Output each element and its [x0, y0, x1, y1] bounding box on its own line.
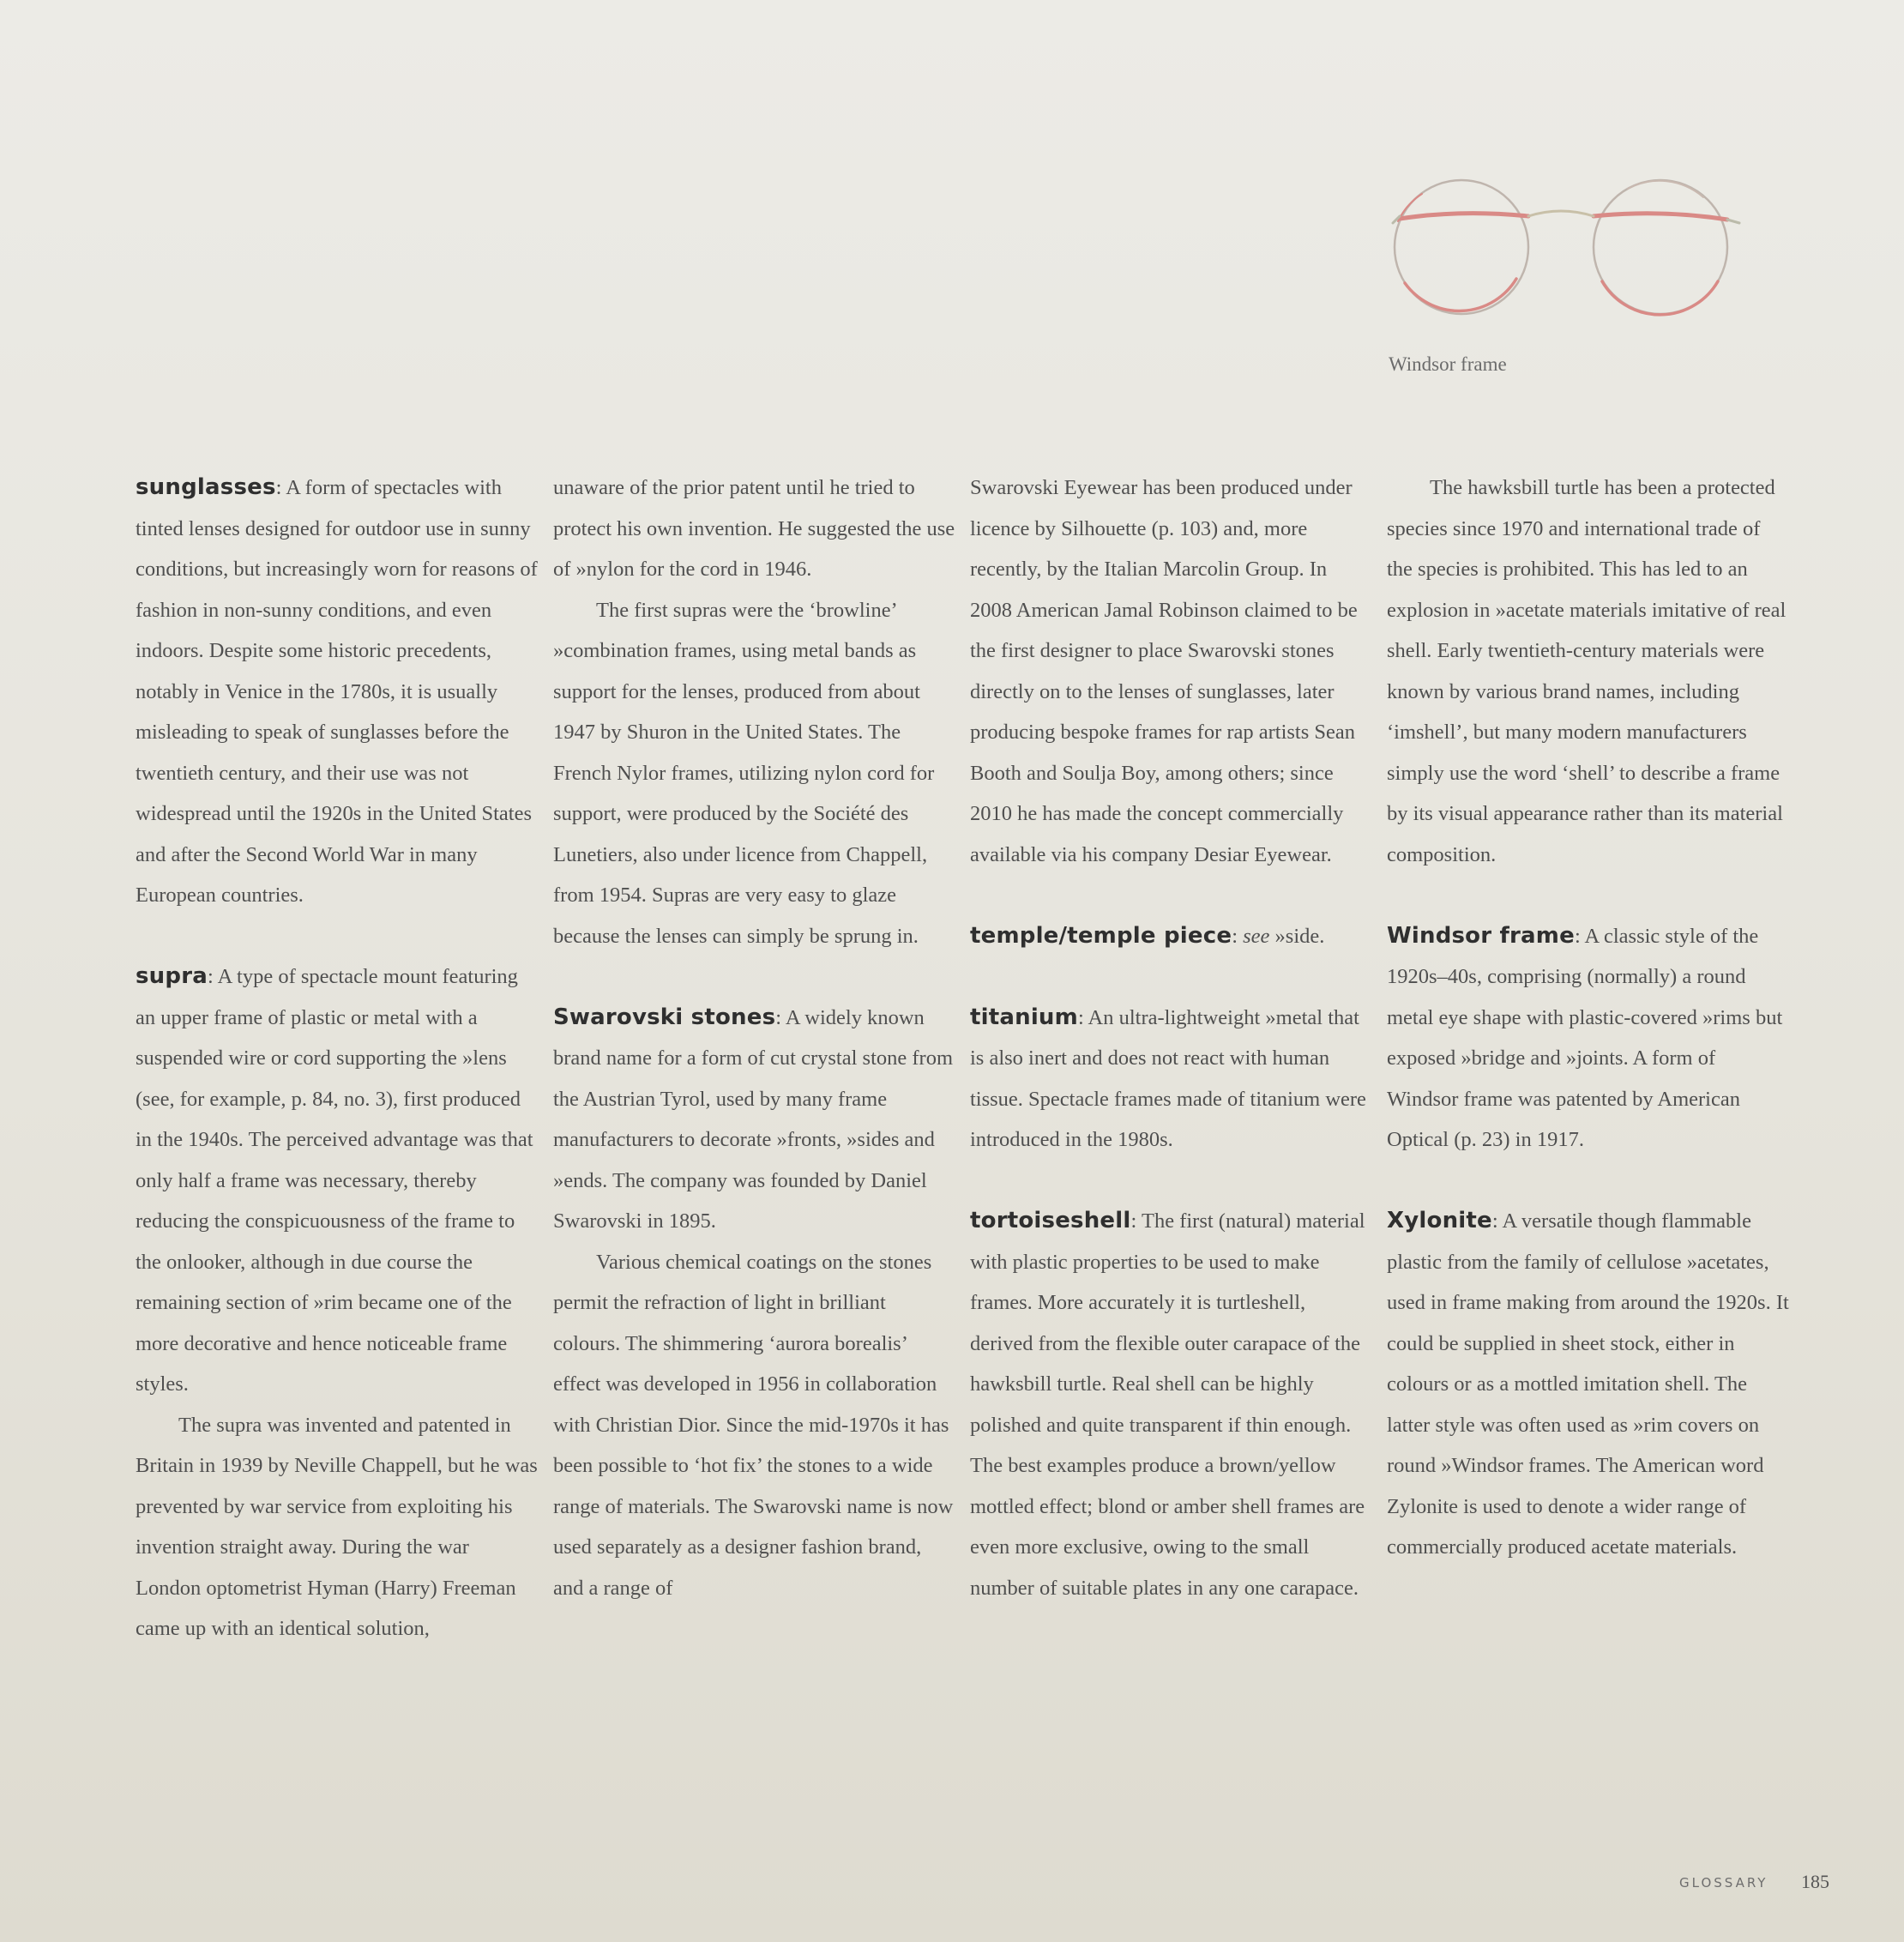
glossary-term: Xylonite [1387, 1208, 1492, 1233]
figure-caption: Windsor frame [1389, 353, 1507, 375]
glossary-term: sunglasses [136, 474, 276, 500]
glossary-definition: A classic style of the 1920s–40s, comprising (normally) a round metal eye shape with plastic-covered »rims but exposed »bridge and »joints. A form of Windsor frame was patented by American Optical (p. 23) in 1917. [1387, 924, 1783, 1151]
glossary-definition: A widely known brand name for a form of cut crystal stone from the Austrian Tyrol, used by many frame manufacturers to decorate »fronts, »sides and »ends. The company was founded by Daniel Swarovski in 1895. [553, 1005, 954, 1233]
glossary-entry-temple: temple/temple piece: see »side. [970, 922, 1325, 949]
glossary-entry-titanium: titanium: An ultra-lightweight »metal that is also inert and does not react with human tissue. Spectacle frames made of titanium were introduced in the 1980s. [970, 1004, 1366, 1151]
eyeglasses-icon [1388, 172, 1748, 335]
glossary-paragraph: unaware of the prior patent until he tried to protect his own invention. He suggested the use of »nylon for the cord in 1946. [553, 476, 955, 581]
glossary-paragraph: The hawksbill turtle has been a protected species since 1970 and international trade of the species is prohibited. This has led to an explosion in »acetate materials imitative of real shell. Early twentieth-century materials were known by various brand names, including ‘imshell’, but many modern manufacturers simply use the word ‘shell’ to describe a frame by its visual appearance rather than its material composition. [1387, 476, 1787, 866]
glossary-term: tortoiseshell [970, 1208, 1131, 1233]
glossary-column-4 [1387, 467, 1790, 1568]
glossary-term: Swarovski stones [553, 1004, 776, 1030]
glossary-term: supra [136, 963, 208, 989]
glossary-term: titanium [970, 1004, 1078, 1030]
glossary-definition: »side. [1269, 924, 1325, 948]
glossary-paragraph: Various chemical coatings on the stones permit the refraction of light in brilliant colours. The shimmering ‘aurora borealis’ effect was developed in 1956 in collaboration with Christian Dior. Since the mid-1970s it has been possible to ‘hot fix’ the stones to a wide range of materials. The Swarovski name is now used separately as a designer fashion brand, and a range of [553, 1250, 954, 1600]
running-footer-section: GLOSSARY [1679, 1875, 1768, 1891]
glossary-column-3 [970, 467, 1373, 1608]
glossary-entry-windsor-frame: Windsor frame: A classic style of the 1920s–40s, comprising (normally) a round metal eye shape with plastic-covered »rims but exposed »bridge and »joints. A form of Windsor frame was patented by American Optical (p. 23) in 1917. [1387, 922, 1783, 1151]
glossary-paragraph: The first supras were the ‘browline’ »combination frames, using metal bands as support for the lenses, produced from about 1947 by Shuron in the United States. The French Nylor frames, utilizing nylon cord for support, were produced by the Société des Lunetiers, also under licence from Chappell, from 1954. Supras are very easy to glaze because the lenses can simply be sprung in. [553, 598, 935, 948]
glossary-definition: A type of spectacle mount featuring an upper frame of plastic or metal with a suspended wire or cord supporting the »lens (see, for example, p. 84, no. 3), first produced in the 1940s. The perceived advantage was that only half a frame was necessary, thereby reducing the conspicuousness of the frame to the onlooker, although in due course the remaining section of »rim became one of the more decorative and hence noticeable frame styles. [136, 965, 533, 1396]
glossary-entry-supra: supra: A type of spectacle mount featuring an upper frame of plastic or metal with a suspended wire or cord supporting the »lens (see, for example, p. 84, no. 3), first produced in the 1940s. The perceived advantage was that only half a frame was necessary, thereby reducing the conspicuousness of the frame to the onlooker, although in due course the remaining section of »rim became one of the more decorative and hence noticeable frame styles. [136, 963, 533, 1396]
glossary-definition: An ultra-lightweight »metal that is also inert and does not react with human tissue. Spectacle frames made of titanium were introduced in the 1980s. [970, 1005, 1366, 1151]
glossary-entry-swarovski-stones: Swarovski stones: A widely known brand name for a form of cut crystal stone from the Austrian Tyrol, used by many frame manufacturers to decorate »fronts, »sides and »ends. The company was founded by Daniel Swarovski in 1895. [553, 1004, 954, 1233]
glossary-definition: A form of spectacles with tinted lenses designed for outdoor use in sunny conditions, but increasingly worn for reasons of fashion in non-sunny conditions, and even indoors. Despite some historic precedents, notably in Venice in the 1780s, it is usually misleading to speak of sunglasses before the twentieth century, and their use was not widespread until the 1920s in the United States and after the Second World War in many European countries. [136, 476, 538, 907]
glossary-definition: A versatile though flammable plastic from the family of cellulose »acetates, used in frame making from around the 1920s. It could be supplied in sheet stock, either in colours or as a mottled imitation shell. The latter style was often used as »rim covers on round »Windsor frames. The American word Zylonite is used to denote a wider range of commercially produced acetate materials. [1387, 1209, 1789, 1559]
glossary-column-2 [553, 467, 956, 1608]
glossary-term: Windsor frame [1387, 922, 1575, 949]
see-reference: see [1243, 924, 1270, 948]
glossary-paragraph: Swarovski Eyewear has been produced under licence by Silhouette (p. 103) and, more recently, by the Italian Marcolin Group. In 2008 American Jamal Robinson claimed to be the first designer to place Swarovski stones directly on to the lenses of sunglasses, later producing bespoke frames for rap artists Sean Booth and Soulja Boy, among others; since 2010 he has made the concept commercially available via his company Desiar Eyewear. [970, 476, 1358, 866]
glossary-definition: The first (natural) material with plastic properties to be used to make frames. More accurately it is turtleshell, derived from the flexible outer carapace of the hawksbill turtle. Real shell can be highly polished and quite transparent if thin enough. The best examples produce a brown/yellow mottled effect; blond or amber shell frames are even more exclusive, owing to the small number of suitable plates in any one carapace. [970, 1209, 1365, 1600]
glossary-entry-sunglasses: sunglasses: A form of spectacles with tinted lenses designed for outdoor use in sunny conditions, but increasingly worn for reasons of fashion in non-sunny conditions, and even indoors. Despite some historic precedents, notably in Venice in the 1780s, it is usually misleading to speak of sunglasses before the twentieth century, and their use was not widespread until the 1920s in the United States and after the Second World War in many European countries. [136, 474, 538, 907]
glossary-term: temple/temple piece [970, 922, 1232, 949]
glossary-entry-xylonite: Xylonite: A versatile though flammable plastic from the family of cellulose »acetates, used in frame making from around the 1920s. It could be supplied in sheet stock, either in colours or as a mottled imitation shell. The latter style was often used as »rim covers on round »Windsor frames. The American word Zylonite is used to denote a wider range of commercially produced acetate materials. [1387, 1208, 1789, 1559]
page-number: 185 [1801, 1871, 1829, 1892]
glossary-entry-tortoiseshell: tortoiseshell: The first (natural) material with plastic properties to be used to make frames. More accurately it is turtleshell, derived from the flexible outer carapace of the hawksbill turtle. Real shell can be highly polished and quite transparent if thin enough. The best examples produce a brown/yellow mottled effect; blond or amber shell frames are even more exclusive, owing to the small number of suitable plates in any one carapace. [970, 1208, 1365, 1600]
glossary-column-1 [136, 467, 539, 1649]
windsor-frame-illustration [1388, 172, 1748, 335]
glossary-paragraph: The supra was invented and patented in Britain in 1939 by Neville Chappell, but he was prevented by war service from exploiting his invention straight away. During the war London optometrist Hyman (Harry) Freeman came up with an identical solution, [136, 1413, 538, 1640]
